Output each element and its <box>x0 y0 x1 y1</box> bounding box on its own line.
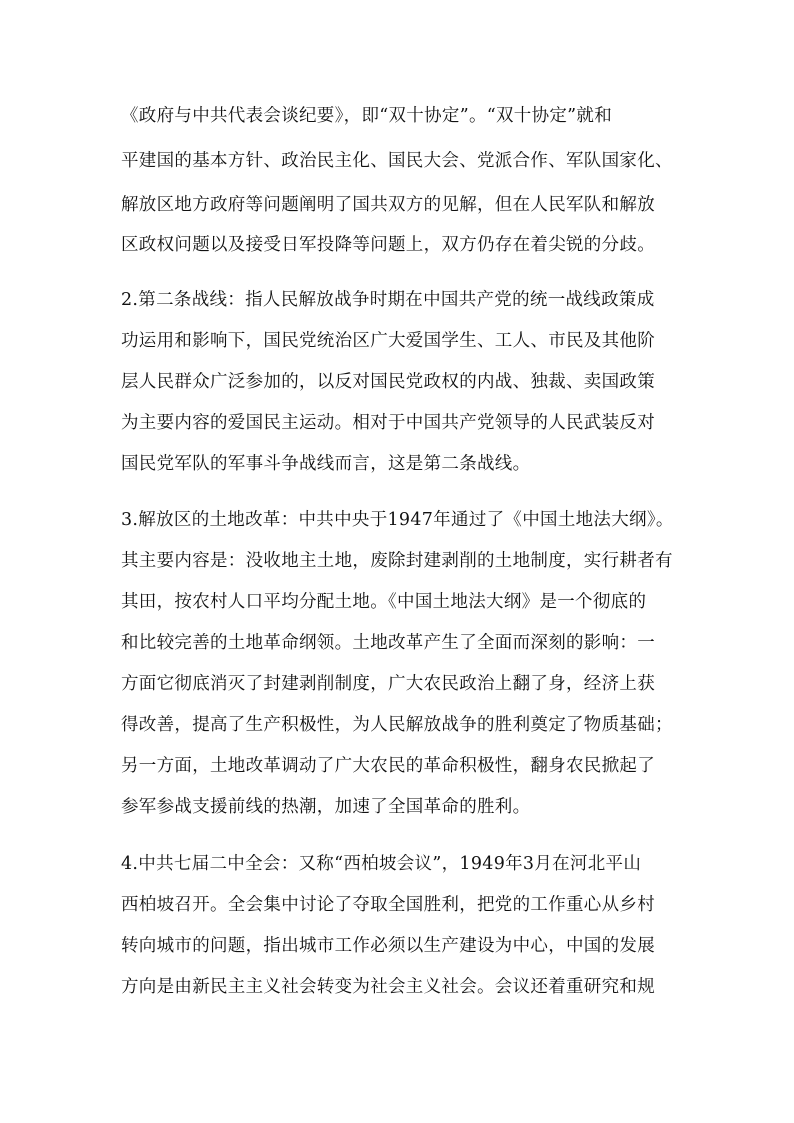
text-line: 得改善，提高了生产积极性，为人民解放战争的胜利奠定了物质基础； <box>121 715 673 735</box>
text-line: 另一方面，土地改革调动了广大农民的革命积极性，翻身农民掀起了 <box>121 756 655 776</box>
text-line: 其主要内容是：没收地主土地，废除封建剥削的土地制度，实行耕者有 <box>121 551 673 571</box>
text-line: 解放区地方政府等问题阐明了国共双方的见解，但在人民军队和解放 <box>121 195 655 215</box>
text-line: 《政府与中共代表会谈纪要》，即“双十协定”。“双十协定”就和 <box>121 106 613 126</box>
text-line: 层人民群众广泛参加的，以反对国民党政权的内战、独裁、卖国政策 <box>121 372 655 392</box>
text-line: 平建国的基本方针、政治民主化、国民大会、党派合作、军队国家化、 <box>121 151 673 171</box>
text-line: 其田，按农村人口平均分配土地。《中国土地法大纲》是一个彻底的 <box>121 592 647 612</box>
text-line: 4.中共七届二中全会：又称“西柏坡会议”，1949年3月在河北平山 <box>121 854 642 874</box>
text-line: 和比较完善的土地革命纲领。土地改革产生了全面而深刻的影响：一 <box>121 633 655 653</box>
text-line: 2.第二条战线：指人民解放战争时期在中国共产党的统一战线政策成 <box>121 290 655 310</box>
text-line: 区政权问题以及接受日军投降等问题上，双方仍存在着尖锐的分歧。 <box>121 235 655 255</box>
text-line: 方向是由新民主主义社会转变为社会主义社会。会议还着重研究和规 <box>121 977 655 997</box>
text-line: 功运用和影响下，国民党统治区广大爱国学生、工人、市民及其他阶 <box>121 331 655 351</box>
text-line: 西柏坡召开。全会集中讨论了夺取全国胜利，把党的工作重心从乡村 <box>121 895 655 915</box>
text-line: 转向城市的问题，指出城市工作必须以生产建设为中心，中国的发展 <box>121 936 655 956</box>
text-line: 3.解放区的土地改革：中共中央于1947年通过了《中国土地法大纲》。 <box>121 510 674 530</box>
text-line: 为主要内容的爱国民主运动。相对于中国共产党领导的人民武装反对 <box>121 413 655 433</box>
text-line: 国民党军队的军事斗争战线而言，这是第二条战线。 <box>121 454 531 474</box>
text-line: 方面它彻底消灭了封建剥削制度，广大农民政治上翻了身，经济上获 <box>121 674 655 694</box>
text-line: 参军参战支援前线的热潮，加速了全国革命的胜利。 <box>121 797 531 817</box>
